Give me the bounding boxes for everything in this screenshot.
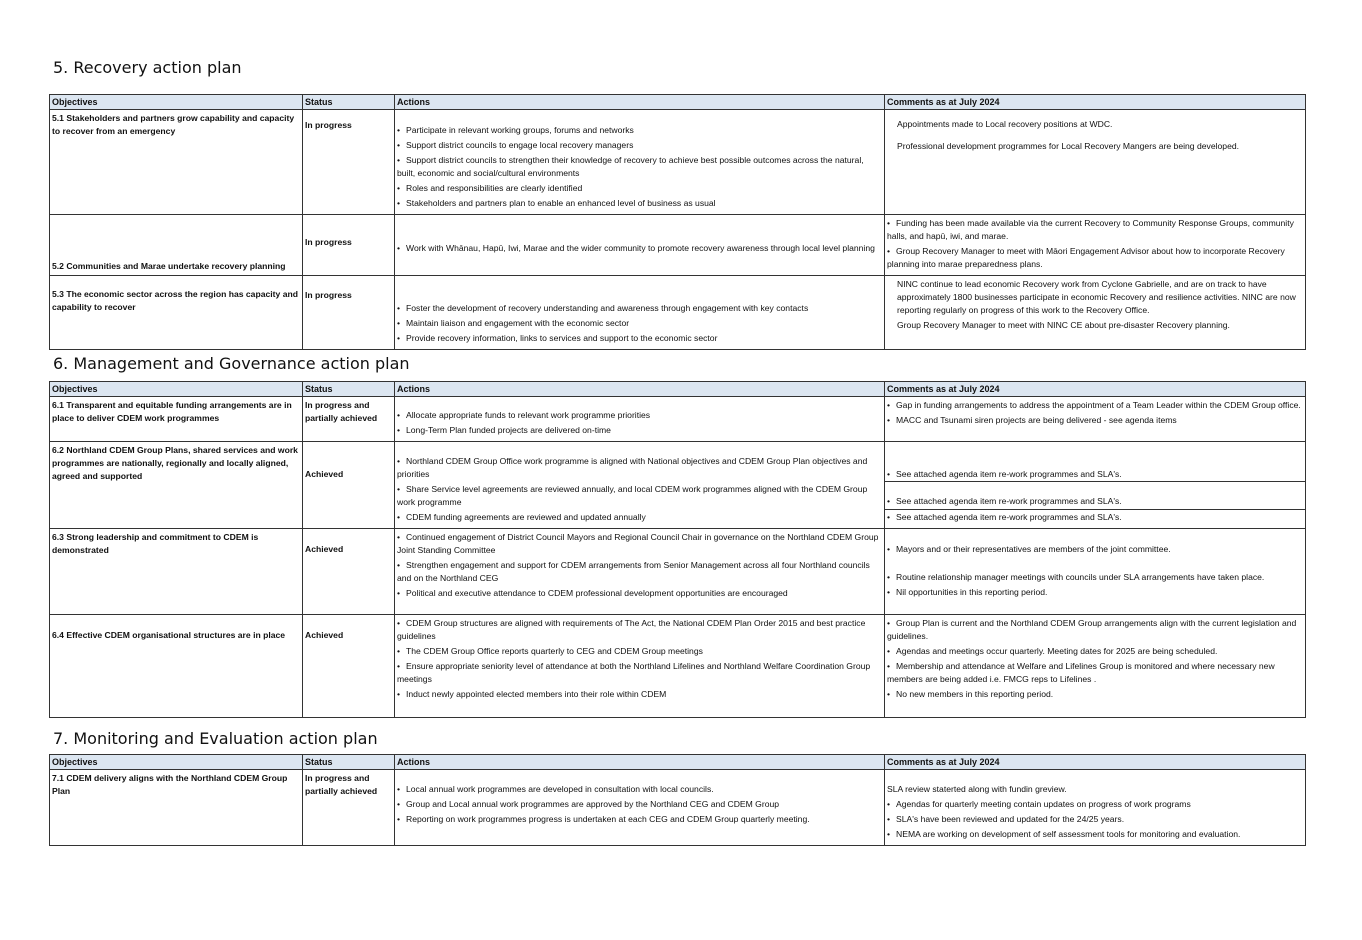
header-objectives: Objectives — [50, 755, 303, 770]
table-header-row — [50, 95, 1306, 110]
action-item: • Group and Local annual work programmes are approved by the Northland CEG and CDEM Group — [397, 799, 780, 809]
comments-cell — [885, 529, 1306, 615]
header-comments: Comments as at July 2024 — [885, 95, 1306, 110]
action-item: • Strengthen engagement and support for CDEM arrangements from Senior Management across all four Northland councils and on the Northland CEG — [397, 560, 870, 583]
header-status: Status — [303, 755, 395, 770]
action-item: • Work with Whānau, Hapū, Iwi, Marae and the wider community to promote recovery awareness through local level planning — [397, 243, 875, 253]
header-status: Status — [303, 382, 395, 397]
objective-cell: 6.3 Strong leadership and commitment to CDEM is demonstrated — [50, 529, 303, 615]
comment-item: • Agendas and meetings occur quarterly. Meeting dates for 2025 are being scheduled. — [887, 646, 1218, 656]
header-status: Status — [303, 95, 395, 110]
actions-cell — [395, 110, 885, 215]
comment-item: • Nil opportunities in this reporting period. — [887, 587, 1048, 597]
status-cell: Achieved — [303, 615, 395, 718]
comment-item: • Agendas for quarterly meeting contain updates on progress of work programs — [887, 799, 1191, 809]
objective-cell: 6.2 Northland CDEM Group Plans, shared services and work programmes are nationally, regionally and locally aligned, agreed and supported — [50, 442, 303, 529]
objective-cell: 5.3 The economic sector across the region has capacity and capability to recover — [50, 276, 303, 350]
header-actions: Actions — [395, 755, 885, 770]
comment-item: • Routine relationship manager meetings with councils under SLA arrangements have taken place. — [887, 572, 1265, 582]
comments-cell — [885, 397, 1306, 442]
comment-item: • See attached agenda item re-work programmes and SLA's. — [885, 482, 1305, 510]
action-item: • Maintain liaison and engagement with the economic sector — [397, 318, 630, 328]
management-governance-table — [49, 381, 1306, 718]
action-item: • Stakeholders and partners plan to enable an enhanced level of business as usual — [397, 198, 716, 208]
header-objectives: Objectives — [50, 95, 303, 110]
table-row — [50, 442, 1306, 529]
action-item: • Reporting on work programmes progress is undertaken at each CEG and CDEM Group quarterly meeting. — [397, 814, 810, 824]
action-item: • Provide recovery information, links to services and support to the economic sector — [397, 333, 718, 343]
status-cell: In progress — [303, 215, 395, 276]
action-item: • CDEM funding agreements are reviewed and updated annually — [397, 512, 646, 522]
objective-cell: 6.4 Effective CDEM organisational structures are in place — [50, 615, 303, 718]
table-row — [50, 215, 1306, 276]
actions-cell — [395, 529, 885, 615]
actions-cell — [395, 397, 885, 442]
comments-cell — [885, 215, 1306, 276]
monitoring-evaluation-table — [49, 754, 1306, 846]
comment-item: • Funding has been made available via the current Recovery to Community Response Groups, community halls, and hapū, iwi, and marae. — [887, 218, 1294, 241]
comment-item: • Group Plan is current and the Northland CDEM Group arrangements align with the current legislation and guidelines. — [887, 618, 1297, 641]
comment-item: • Gap in funding arrangements to address the appointment of a Team Leader within the CDEM Group office. — [887, 400, 1301, 410]
comments-cell — [885, 615, 1306, 718]
status-cell: In progress — [303, 110, 395, 215]
actions-cell — [395, 276, 885, 350]
header-comments: Comments as at July 2024 — [885, 382, 1306, 397]
status-cell: In progress and partially achieved — [303, 770, 395, 846]
action-item: • The CDEM Group Office reports quarterly to CEG and CDEM Group meetings — [397, 646, 703, 656]
action-item: • Support district councils to engage local recovery managers — [397, 140, 634, 150]
action-item: • Long-Term Plan funded projects are delivered on-time — [397, 425, 611, 435]
comment-item: Professional development programmes for Local Recovery Mangers are being developed. — [897, 141, 1240, 151]
status-cell: Achieved — [303, 529, 395, 615]
section-title-management-governance: 6. Management and Governance action plan — [53, 354, 410, 373]
action-item: • Allocate appropriate funds to relevant work programme priorities — [397, 410, 651, 420]
comment-item: Group Recovery Manager to meet with NINC CE about pre-disaster Recovery planning. — [897, 320, 1230, 330]
actions-cell — [395, 215, 885, 276]
comment-item: • See attached agenda item re-work programmes and SLA's. — [885, 442, 1305, 482]
action-item: • CDEM Group structures are aligned with requirements of The Act, the National CDEM Plan Order 2015 and best practice guidelines — [397, 618, 866, 641]
comment-item: • Membership and attendance at Welfare and Lifelines Group is monitored and where necessary new members are being added i.e. FMCG reps to Lifelines . — [887, 661, 1275, 684]
action-item: • Continued engagement of District Council Mayors and Regional Council Chair in governance on the Northland CDEM Group Joint Standing Committee — [397, 532, 879, 555]
comment-item: • Group Recovery Manager to meet with Māori Engagement Advisor about how to incorporate Recovery planning into marae preparedness plans. — [887, 246, 1285, 269]
action-item: • Foster the development of recovery understanding and awareness through engagement with key contacts — [397, 303, 809, 313]
comment-item: • No new members in this reporting period. — [887, 689, 1054, 699]
comments-cell — [885, 110, 1306, 215]
table-header-row — [50, 382, 1306, 397]
header-comments: Comments as at July 2024 — [885, 755, 1306, 770]
section-title-monitoring-evaluation: 7. Monitoring and Evaluation action plan — [53, 729, 378, 748]
objective-cell: 5.2 Communities and Marae undertake recovery planning — [50, 215, 303, 276]
table-row — [50, 615, 1306, 718]
action-item: • Ensure appropriate seniority level of attendance at both the Northland Lifelines and Northland Welfare Coordination Group meetings — [397, 661, 871, 684]
objective-cell: 6.1 Transparent and equitable funding arrangements are in place to deliver CDEM work programmes — [50, 397, 303, 442]
comment-intro: SLA review staterted along with fundin greview. — [887, 784, 1067, 794]
table-row — [50, 529, 1306, 615]
actions-cell — [395, 615, 885, 718]
action-item: • Share Service level agreements are reviewed annually, and local CDEM work programmes aligned with the CDEM Group work programme — [397, 484, 868, 507]
action-item: • Support district councils to strengthen their knowledge of recovery to achieve best possible outcomes across the natural, built, economic and social/cultural environments — [397, 155, 864, 178]
action-item: • Political and executive attendance to CDEM professional development opportunities are encouraged — [397, 588, 788, 598]
comments-cell — [885, 770, 1306, 846]
comments-cell — [885, 276, 1306, 350]
comment-item: • See attached agenda item re-work programmes and SLA's. — [887, 512, 1122, 522]
comment-item: • NEMA are working on development of self assessment tools for monitoring and evaluation. — [887, 829, 1241, 839]
action-item: • Participate in relevant working groups, forums and networks — [397, 125, 634, 135]
objective-cell: 7.1 CDEM delivery aligns with the Northland CDEM Group Plan — [50, 770, 303, 846]
actions-cell — [395, 442, 885, 529]
comment-item: NINC continue to lead economic Recovery work from Cyclone Gabrielle, and are on track to have approximately 1800 businesses participate in economic Recovery and resilience activities. NINC are now reporting regularly on progress of this work to the Recovery Office. — [897, 279, 1296, 315]
table-row — [50, 110, 1306, 215]
section-title-recovery: 5. Recovery action plan — [53, 58, 242, 77]
status-cell: In progress — [303, 276, 395, 350]
comments-cell — [885, 442, 1306, 529]
comment-item: • MACC and Tsunami siren projects are being delivered - see agenda items — [887, 415, 1177, 425]
table-row — [50, 397, 1306, 442]
action-item: • Roles and responsibilities are clearly identified — [397, 183, 583, 193]
status-cell: Achieved — [303, 442, 395, 529]
actions-cell — [395, 770, 885, 846]
header-actions: Actions — [395, 95, 885, 110]
table-row — [50, 770, 1306, 846]
table-row — [50, 276, 1306, 350]
action-item: • Induct newly appointed elected members into their role within CDEM — [397, 689, 667, 699]
comment-item: Appointments made to Local recovery positions at WDC. — [897, 119, 1113, 129]
status-cell: In progress and partially achieved — [303, 397, 395, 442]
objective-cell: 5.1 Stakeholders and partners grow capability and capacity to recover from an emergency — [50, 110, 303, 215]
action-item: • Local annual work programmes are developed in consultation with local councils. — [397, 784, 714, 794]
comment-item: • SLA's have been reviewed and updated for the 24/25 years. — [887, 814, 1125, 824]
action-item: • Northland CDEM Group Office work programme is aligned with National objectives and CDEM Group Plan objectives and priorities — [397, 456, 868, 479]
table-header-row — [50, 755, 1306, 770]
recovery-action-plan-table — [49, 94, 1306, 350]
header-actions: Actions — [395, 382, 885, 397]
comment-item: • Mayors and or their representatives are members of the joint committee. — [887, 544, 1171, 554]
header-objectives: Objectives — [50, 382, 303, 397]
